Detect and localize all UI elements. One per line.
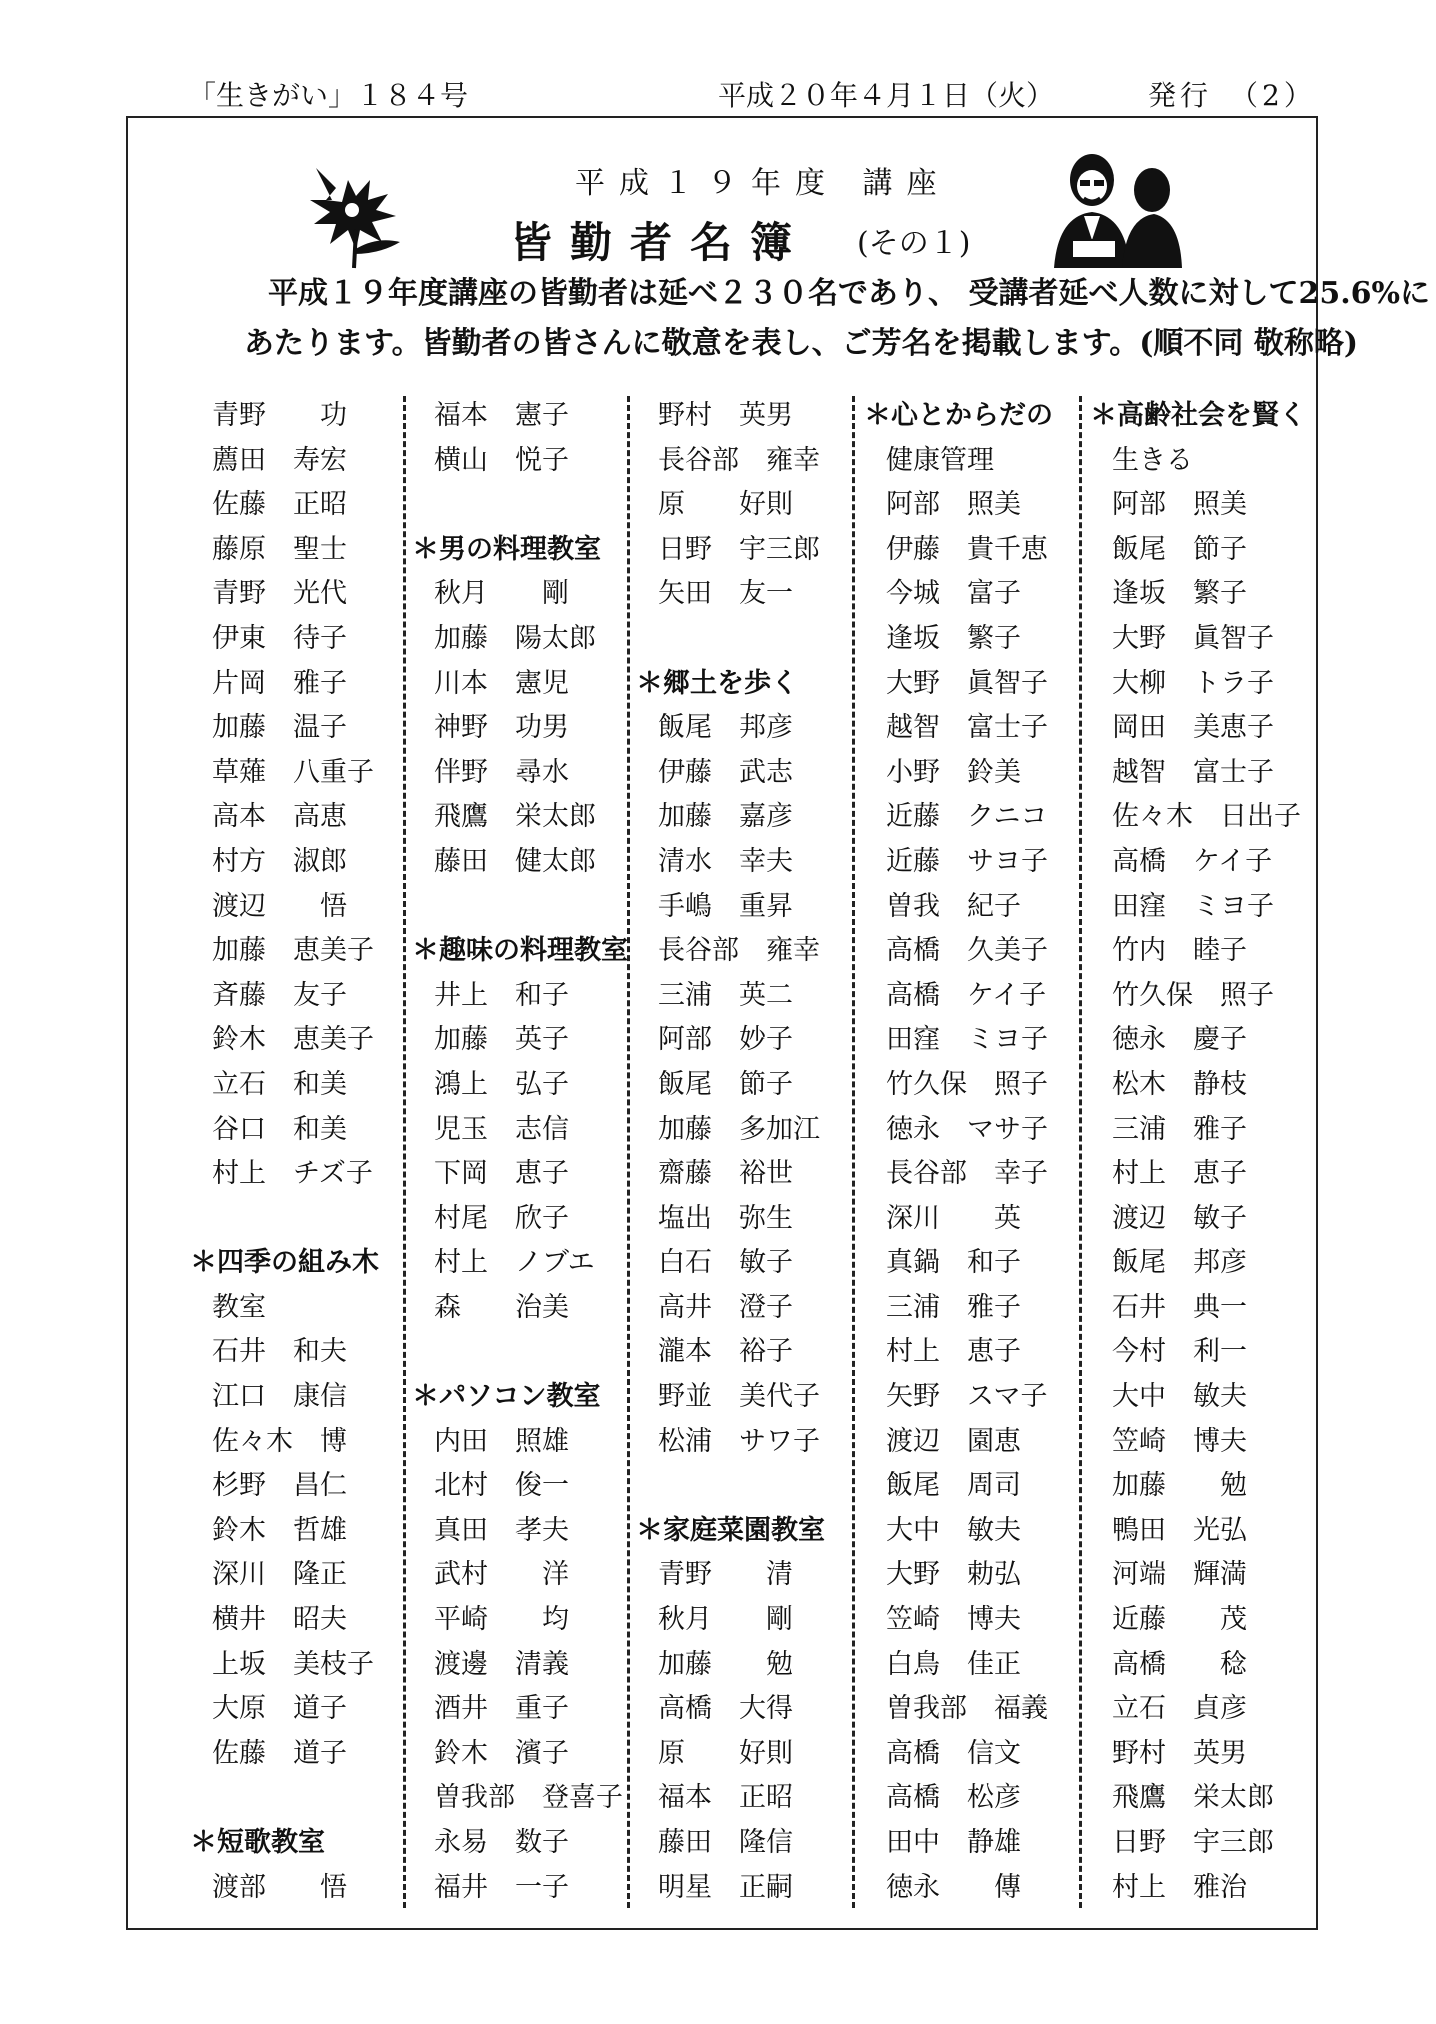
attendee-name: 福井 一子 bbox=[434, 1871, 569, 1903]
attendee-name: 藤田 隆信 bbox=[658, 1827, 793, 1858]
attendee-name: 田窪 ミヨ子 bbox=[886, 1024, 1048, 1056]
attendee-name: 横山 悦子 bbox=[434, 444, 569, 476]
attendee-name: 高橋 大得 bbox=[658, 1693, 793, 1725]
attendee-name: 田中 静雄 bbox=[886, 1827, 1021, 1858]
attendee-name: 飛鷹 栄太郎 bbox=[1112, 1782, 1274, 1814]
attendee-name: 飛鷹 栄太郎 bbox=[434, 801, 596, 833]
attendee-name: 長谷部 雍幸 bbox=[658, 444, 820, 476]
attendee-name: 越智 富士子 bbox=[886, 712, 1048, 744]
attendee-name: 井上 和子 bbox=[434, 979, 569, 1011]
section-heading: ＊高齢社会を賢く bbox=[1090, 400, 1306, 431]
attendee-name: 大野 眞智子 bbox=[886, 667, 1048, 699]
article-subtitle: 平成１９年度 講座 bbox=[575, 166, 951, 201]
section-heading: ＊短歌教室 bbox=[190, 1827, 325, 1858]
attendee-name: 飯尾 周司 bbox=[886, 1470, 1021, 1502]
attendee-name: 三浦 英二 bbox=[658, 979, 793, 1011]
attendee-name: 福本 正昭 bbox=[658, 1782, 793, 1814]
attendee-name: 河端 輝満 bbox=[1112, 1559, 1247, 1591]
attendee-name: 松木 静枝 bbox=[1112, 1068, 1247, 1100]
attendee-name: 岡田 美恵子 bbox=[1112, 712, 1274, 744]
attendee-name: 竹久保 照子 bbox=[886, 1068, 1048, 1100]
intro-line-2: あたります。皆勤者の皆さんに敬意を表し、ご芳名を掲載します。(順不同 敬称略) bbox=[244, 326, 1359, 361]
attendee-name: 平崎 均 bbox=[434, 1604, 569, 1636]
attendee-name: 大野 眞智子 bbox=[1112, 622, 1274, 654]
attendee-name: 野並 美代子 bbox=[658, 1381, 820, 1413]
blank-line bbox=[412, 885, 634, 930]
attendee-name: 加藤 勉 bbox=[1112, 1470, 1247, 1502]
attendee-name: 逢坂 繁子 bbox=[886, 622, 1021, 654]
attendee-name: 真田 孝夫 bbox=[434, 1514, 569, 1546]
attendee-name: 川本 憲児 bbox=[434, 667, 569, 699]
attendee-name: 村上 チズ子 bbox=[212, 1158, 373, 1190]
column-divider bbox=[852, 396, 855, 1908]
section-heading-continued: 教室 bbox=[212, 1291, 266, 1323]
attendee-name: 清水 幸夫 bbox=[658, 845, 793, 877]
attendee-name: 加藤 多加江 bbox=[658, 1113, 820, 1145]
attendee-name: 阿部 照美 bbox=[1112, 489, 1247, 521]
intro-line-1: 平成１９年度講座の皆勤者は延べ２３０名であり、 受講者延べ人数に対して25.6%に bbox=[268, 276, 1431, 311]
attendee-name: 佐藤 正昭 bbox=[212, 489, 347, 521]
attendee-name: 近藤 クニコ bbox=[886, 801, 1048, 833]
attendee-name: 渡部 悟 bbox=[212, 1871, 347, 1903]
attendee-name: 秋月 剛 bbox=[658, 1604, 793, 1636]
attendee-name: 大原 道子 bbox=[212, 1693, 347, 1725]
attendee-name: 今城 富子 bbox=[886, 578, 1021, 610]
column-divider bbox=[627, 396, 630, 1908]
attendee-name: 白石 敏子 bbox=[658, 1247, 793, 1279]
attendee-name: 大柳 トラ子 bbox=[1112, 667, 1274, 699]
attendee-name: 渡辺 園恵 bbox=[886, 1425, 1021, 1457]
attendee-name: 神野 功男 bbox=[434, 712, 569, 744]
attendee-name: 青野 清 bbox=[658, 1559, 793, 1591]
attendee-name: 加藤 温子 bbox=[212, 712, 347, 744]
attendee-name: 藤田 健太郎 bbox=[434, 845, 596, 877]
attendee-name: 矢野 スマ子 bbox=[886, 1381, 1048, 1413]
attendee-name: 村上 恵子 bbox=[1112, 1158, 1247, 1190]
attendee-name: 鈴木 哲雄 bbox=[212, 1514, 347, 1546]
attendee-name: 真鍋 和子 bbox=[886, 1247, 1021, 1279]
attendee-name: 谷口 和美 bbox=[212, 1113, 347, 1145]
section-heading: ＊郷土を歩く bbox=[636, 667, 798, 699]
attendee-name: 瀧本 裕子 bbox=[658, 1336, 793, 1368]
attendee-name: 曽我 紀子 bbox=[886, 890, 1021, 922]
attendee-name: 明星 正嗣 bbox=[658, 1871, 793, 1903]
attendee-name: 徳永 慶子 bbox=[1112, 1024, 1247, 1056]
name-column-1 bbox=[190, 394, 412, 1910]
blank-line bbox=[636, 1464, 858, 1509]
attendee-name: 矢田 友一 bbox=[658, 578, 793, 610]
attendee-name: 曽我部 登喜子 bbox=[434, 1782, 623, 1814]
attendee-name: 竹久保 照子 bbox=[1112, 979, 1274, 1011]
attendee-name: 深川 英 bbox=[886, 1202, 1021, 1234]
attendee-name: 塩出 弥生 bbox=[658, 1202, 793, 1234]
section-heading-continued: 生きる bbox=[1112, 444, 1193, 476]
attendee-name: 大中 敏夫 bbox=[886, 1514, 1021, 1546]
attendee-name: 日野 宇三郎 bbox=[658, 533, 820, 565]
attendee-name: 佐々木 日出子 bbox=[1112, 801, 1301, 833]
attendee-name: 鈴木 濱子 bbox=[434, 1737, 569, 1769]
attendee-name: 薦田 寿宏 bbox=[212, 444, 347, 476]
blank-line bbox=[636, 617, 858, 662]
attendee-name: 青野 光代 bbox=[212, 578, 347, 610]
name-column-5 bbox=[1090, 394, 1312, 1910]
attendee-name: 秋月 剛 bbox=[434, 578, 569, 610]
attendee-name: 野村 英男 bbox=[658, 400, 793, 431]
attendee-name: 白鳥 佳正 bbox=[886, 1648, 1021, 1680]
attendee-name: 高井 澄子 bbox=[658, 1291, 793, 1323]
attendee-name: 日野 宇三郎 bbox=[1112, 1827, 1274, 1858]
attendee-name: 草薙 八重子 bbox=[212, 756, 374, 788]
attendee-name: 石井 典一 bbox=[1112, 1291, 1247, 1323]
attendee-name: 飯尾 節子 bbox=[1112, 533, 1247, 565]
attendee-name: 加藤 勉 bbox=[658, 1648, 793, 1680]
attendee-name: 高橋 松彦 bbox=[886, 1782, 1021, 1814]
section-heading: ＊趣味の料理教室 bbox=[412, 935, 628, 967]
attendee-name: 杉野 昌仁 bbox=[212, 1470, 347, 1502]
attendee-name: 村上 雅治 bbox=[1112, 1871, 1247, 1903]
attendee-name: 渡邊 清義 bbox=[434, 1648, 569, 1680]
blank-line bbox=[190, 1197, 412, 1242]
attendee-name: 高橋 ケイ子 bbox=[1112, 845, 1273, 877]
section-heading: ＊パソコン教室 bbox=[412, 1381, 601, 1413]
attendee-name: 高橋 稔 bbox=[1112, 1648, 1247, 1680]
attendee-name: 加藤 嘉彦 bbox=[658, 801, 793, 833]
attendee-name: 高橋 信文 bbox=[886, 1737, 1021, 1769]
attendee-name: 飯尾 節子 bbox=[658, 1068, 793, 1100]
attendee-name: 青野 功 bbox=[212, 400, 347, 431]
attendee-name: 阿部 照美 bbox=[886, 489, 1021, 521]
attendee-name: 徳永 マサ子 bbox=[886, 1113, 1048, 1145]
attendee-name: 徳永 傳 bbox=[886, 1871, 1021, 1903]
attendee-name: 上坂 美枝子 bbox=[212, 1648, 374, 1680]
page-number: 発行 （2） bbox=[1148, 79, 1316, 112]
name-column-2 bbox=[412, 394, 634, 1910]
attendee-name: 高本 高恵 bbox=[212, 801, 347, 833]
attendee-name: 森 治美 bbox=[434, 1291, 569, 1323]
blank-line bbox=[412, 1330, 634, 1375]
section-heading: ＊心とからだの bbox=[864, 400, 1053, 431]
article-title-suffix: (その１) bbox=[857, 226, 971, 261]
attendee-name: 福本 憲子 bbox=[434, 400, 569, 431]
attendee-name: 今村 利一 bbox=[1112, 1336, 1247, 1368]
attendee-name: 笠崎 博夫 bbox=[1112, 1425, 1247, 1457]
attendee-name: 片岡 雅子 bbox=[212, 667, 347, 699]
attendee-name: 鴻上 弘子 bbox=[434, 1068, 569, 1100]
attendee-name: 加藤 陽太郎 bbox=[434, 622, 596, 654]
attendee-name: 村尾 欣子 bbox=[434, 1202, 569, 1234]
attendee-name: 高橋 ケイ子 bbox=[886, 979, 1047, 1011]
column-divider bbox=[403, 396, 406, 1908]
issue-date: 平成２０年４月１日（火） bbox=[718, 79, 1055, 112]
attendee-name: 小野 鈴美 bbox=[886, 756, 1021, 788]
attendee-name: 立石 貞彦 bbox=[1112, 1693, 1247, 1725]
attendee-name: 内田 照雄 bbox=[434, 1425, 569, 1457]
attendee-name: 松浦 サワ子 bbox=[658, 1425, 820, 1457]
attendee-name: 横井 昭夫 bbox=[212, 1604, 347, 1636]
attendee-name: 伊藤 貴千恵 bbox=[886, 533, 1048, 565]
attendee-name: 北村 俊一 bbox=[434, 1470, 569, 1502]
name-column-4 bbox=[864, 394, 1086, 1910]
attendee-name: 佐々木 博 bbox=[212, 1425, 347, 1457]
attendee-name: 逢坂 繁子 bbox=[1112, 578, 1247, 610]
attendee-name: 原 好則 bbox=[658, 489, 793, 521]
section-heading-continued: 健康管理 bbox=[886, 444, 994, 476]
attendee-name: 藤原 聖士 bbox=[212, 533, 347, 565]
attendee-name: 大中 敏夫 bbox=[1112, 1381, 1247, 1413]
attendee-name: 斉藤 友子 bbox=[212, 979, 347, 1011]
attendee-name: 立石 和美 bbox=[212, 1068, 347, 1100]
attendee-name: 鴨田 光弘 bbox=[1112, 1514, 1247, 1546]
attendee-name: 越智 富士子 bbox=[1112, 756, 1274, 788]
attendee-name: 高橋 久美子 bbox=[886, 935, 1048, 967]
attendee-name: 加藤 英子 bbox=[434, 1024, 569, 1056]
attendee-name: 長谷部 幸子 bbox=[886, 1158, 1048, 1190]
attendee-name: 深川 隆正 bbox=[212, 1559, 347, 1591]
attendee-name: 武村 洋 bbox=[434, 1559, 569, 1591]
attendee-name: 原 好則 bbox=[658, 1737, 793, 1769]
attendee-name: 加藤 恵美子 bbox=[212, 935, 374, 967]
attendee-name: 曽我部 福義 bbox=[886, 1693, 1048, 1725]
attendee-name: 石井 和夫 bbox=[212, 1336, 347, 1368]
attendee-name: 大野 勅弘 bbox=[886, 1559, 1021, 1591]
attendee-name: 阿部 妙子 bbox=[658, 1024, 793, 1056]
attendee-name: 野村 英男 bbox=[1112, 1737, 1247, 1769]
attendee-name: 近藤 茂 bbox=[1112, 1604, 1247, 1636]
attendee-name: 齋藤 裕世 bbox=[658, 1158, 793, 1190]
attendee-name: 田窪 ミヨ子 bbox=[1112, 890, 1274, 922]
section-heading: ＊男の料理教室 bbox=[412, 533, 601, 565]
attendee-name: 渡辺 悟 bbox=[212, 890, 347, 922]
attendee-name: 伊東 待子 bbox=[212, 622, 347, 654]
blank-line bbox=[190, 1776, 412, 1821]
attendee-name: 三浦 雅子 bbox=[1112, 1113, 1247, 1145]
attendee-name: 伊藤 武志 bbox=[658, 756, 793, 788]
attendee-name: 村上 ノブエ bbox=[434, 1247, 595, 1279]
blank-line bbox=[412, 483, 634, 528]
article-title: 皆勤者名簿 bbox=[510, 218, 811, 267]
newsletter-name: 「生きがい」１８４号 bbox=[188, 79, 469, 112]
attendee-name: 飯尾 邦彦 bbox=[658, 712, 793, 744]
two-people-illustration bbox=[1044, 150, 1184, 270]
attendee-name: 長谷部 雍幸 bbox=[658, 935, 820, 967]
attendee-name: 渡辺 敏子 bbox=[1112, 1202, 1247, 1234]
attendee-name: 鈴木 恵美子 bbox=[212, 1024, 374, 1056]
section-heading: ＊家庭菜園教室 bbox=[636, 1514, 825, 1546]
attendee-name: 村上 恵子 bbox=[886, 1336, 1021, 1368]
name-column-3 bbox=[636, 394, 858, 1910]
attendee-name: 酒井 重子 bbox=[434, 1693, 569, 1725]
column-divider bbox=[1079, 396, 1082, 1908]
attendee-name: 下岡 恵子 bbox=[434, 1158, 569, 1190]
attendee-name: 飯尾 邦彦 bbox=[1112, 1247, 1247, 1279]
attendee-name: 児玉 志信 bbox=[434, 1113, 569, 1145]
attendee-name: 三浦 雅子 bbox=[886, 1291, 1021, 1323]
attendee-name: 江口 康信 bbox=[212, 1381, 347, 1413]
flower-illustration bbox=[296, 150, 416, 270]
attendee-name: 竹内 睦子 bbox=[1112, 935, 1247, 967]
attendee-name: 伴野 尋水 bbox=[434, 756, 569, 788]
attendee-name: 佐藤 道子 bbox=[212, 1737, 347, 1769]
attendee-name: 近藤 サヨ子 bbox=[886, 845, 1048, 877]
attendee-name: 村方 淑郎 bbox=[212, 845, 347, 877]
section-heading: ＊四季の組み木 bbox=[190, 1247, 379, 1279]
attendee-name: 手嶋 重昇 bbox=[658, 890, 793, 922]
attendee-name: 笠崎 博夫 bbox=[886, 1604, 1021, 1636]
attendee-name: 永易 数子 bbox=[434, 1827, 569, 1858]
